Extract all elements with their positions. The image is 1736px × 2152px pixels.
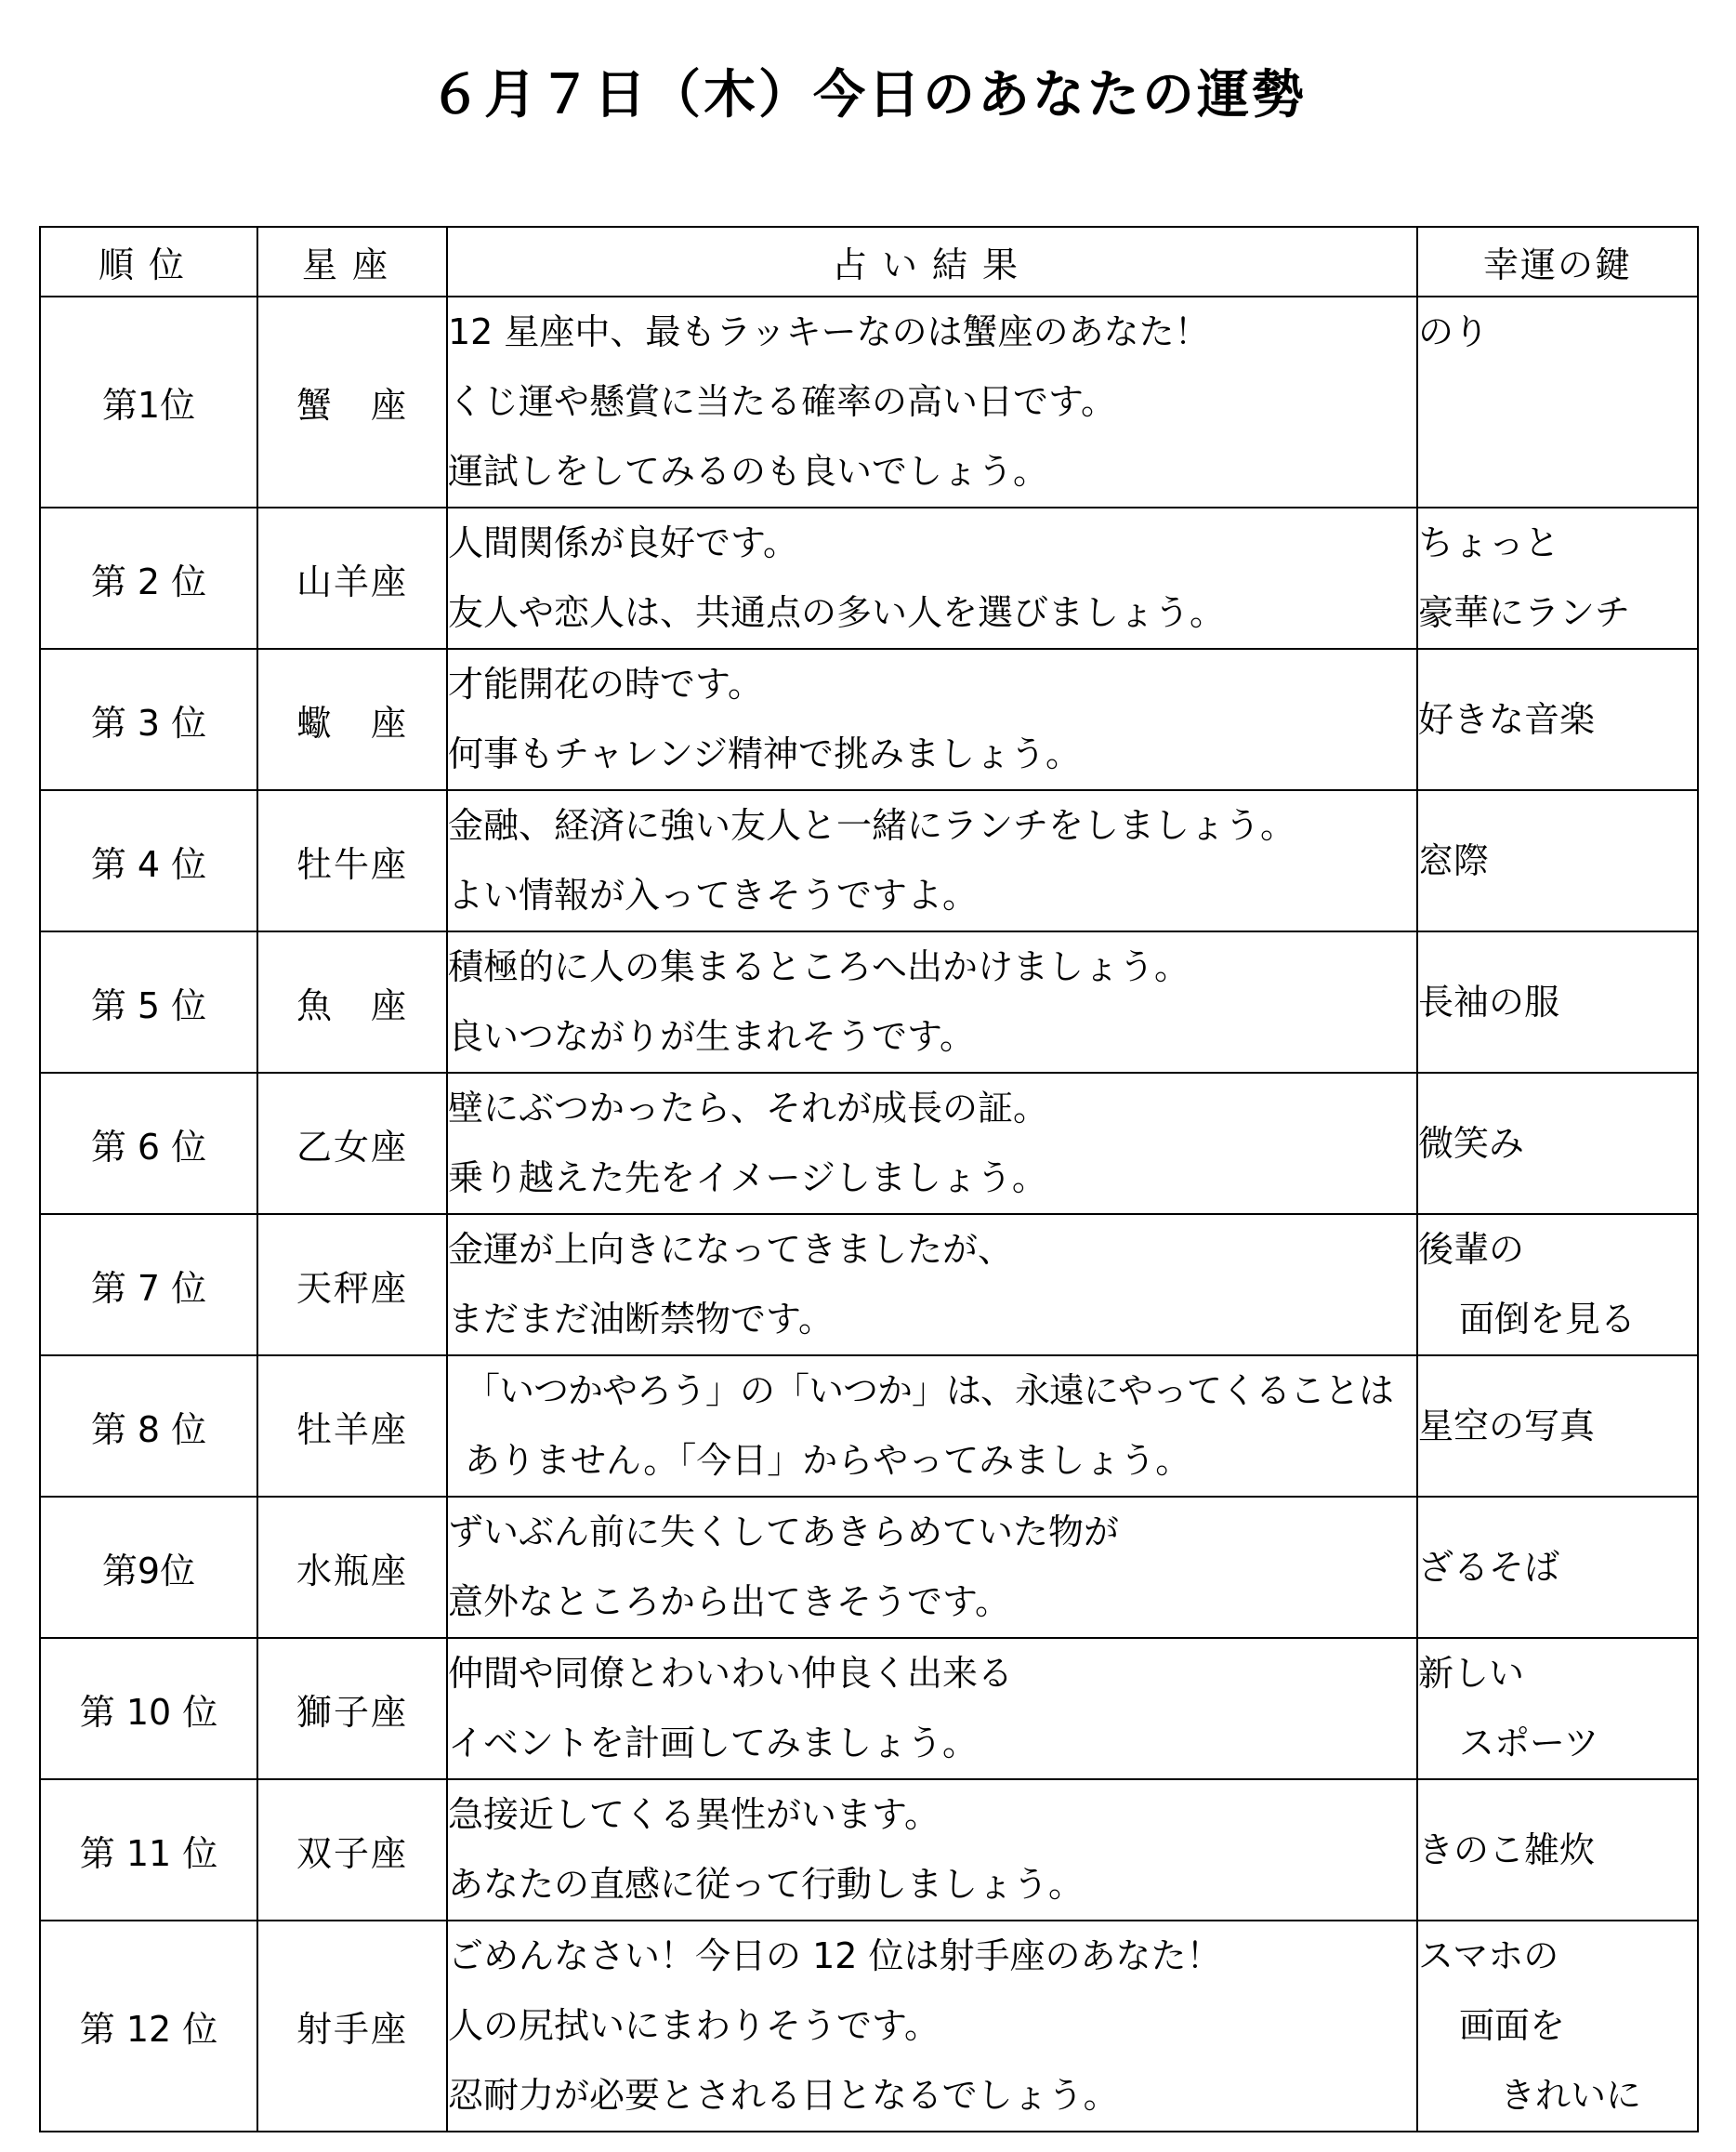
key-line: のり <box>1418 311 1490 352</box>
key-cell <box>1417 1355 1698 1497</box>
table-row <box>40 790 1698 931</box>
key-cell <box>1417 1214 1698 1355</box>
rank-cell: 第 4 位 <box>40 790 257 931</box>
key-line: 長袖の服 <box>1418 981 1560 1023</box>
rank-cell: 第 6 位 <box>40 1073 257 1214</box>
result-line: あなたの直感に従って行動しましょう。 <box>448 1864 1085 1905</box>
rank-cell: 第 11 位 <box>40 1779 257 1921</box>
rank-cell: 第 8 位 <box>40 1355 257 1497</box>
key-line: 画面を <box>1459 2005 1566 2046</box>
sign-cell: 牡羊座 <box>257 1355 447 1497</box>
result-line: 運試しをしてみるのも良いでしょう。 <box>448 451 1049 492</box>
result-line: 金融、経済に強い友人と一緒にランチをしましょう。 <box>448 805 1296 846</box>
result-line: ありません。「今日」からやってみましょう。 <box>465 1440 1191 1481</box>
table-row <box>40 1355 1698 1497</box>
key-cell <box>1417 931 1698 1073</box>
table-row <box>40 1638 1698 1779</box>
rank-cell: 第 12 位 <box>40 1921 257 2132</box>
result-line: 急接近してくる異性がいます。 <box>448 1794 940 1835</box>
table-row <box>40 1214 1698 1355</box>
key-line: きれいに <box>1500 2075 1642 2116</box>
result-line: まだまだ油断禁物です。 <box>448 1299 834 1340</box>
header-result: 占い結果 <box>447 227 1417 297</box>
key-line: 微笑み <box>1418 1122 1525 1164</box>
key-cell <box>1417 1921 1698 2132</box>
result-cell <box>447 1638 1417 1779</box>
key-line: 面倒を見る <box>1459 1299 1637 1340</box>
key-cell <box>1417 1073 1698 1214</box>
result-line: 才能開花の時です。 <box>448 664 763 705</box>
key-line: スマホの <box>1418 1935 1559 1976</box>
rank-cell: 第9位 <box>40 1497 257 1638</box>
rank-cell: 第 10 位 <box>40 1638 257 1779</box>
key-line: スポーツ <box>1459 1723 1599 1763</box>
result-cell <box>447 931 1417 1073</box>
key-line: 窓際 <box>1418 839 1490 881</box>
key-line: 新しい <box>1418 1653 1525 1694</box>
rank-cell: 第1位 <box>40 297 257 508</box>
result-cell <box>447 1355 1417 1497</box>
key-line: ざるそば <box>1418 1546 1560 1588</box>
table-row <box>40 508 1698 649</box>
sign-cell: 天秤座 <box>257 1214 447 1355</box>
key-cell <box>1417 1497 1698 1638</box>
result-line: 「いつかやろう」の「いつか」は、永遠にやってくることは <box>465 1370 1394 1411</box>
rank-cell: 第 3 位 <box>40 649 257 790</box>
result-cell <box>447 508 1417 649</box>
result-line: 壁にぶつかったら、それが成長の証。 <box>448 1088 1049 1129</box>
key-line: 好きな音楽 <box>1418 698 1596 740</box>
sign-cell: 水瓶座 <box>257 1497 447 1638</box>
rank-cell: 第 2 位 <box>40 508 257 649</box>
result-line: 12 星座中、最もラッキーなのは蟹座のあなた！ <box>448 311 1210 352</box>
key-cell <box>1417 1779 1698 1921</box>
result-cell <box>447 297 1417 508</box>
result-line: イベントを計画してみましょう。 <box>448 1723 979 1763</box>
sign-cell: 獅子座 <box>257 1638 447 1779</box>
result-line: 人間関係が良好です。 <box>448 522 798 563</box>
header-key: 幸運の鍵 <box>1417 227 1698 297</box>
table-row <box>40 931 1698 1073</box>
result-cell <box>447 1214 1417 1355</box>
key-line: 豪華にランチ <box>1418 592 1631 633</box>
key-cell <box>1417 790 1698 931</box>
key-cell <box>1417 508 1698 649</box>
page-title: ６月７日（木）今日のあなたの運勢 <box>429 65 1307 125</box>
key-line: 星空の写真 <box>1418 1405 1596 1446</box>
result-line: ごめんなさい！今日の 12 位は射手座のあなた！ <box>448 1935 1222 1976</box>
table-row <box>40 1921 1698 2132</box>
key-line: きのこ雑炊 <box>1418 1829 1596 1870</box>
table-row <box>40 1497 1698 1638</box>
key-line: 後輩の <box>1418 1229 1525 1270</box>
sign-cell: 魚 座 <box>257 931 447 1073</box>
sign-cell: 蟹 座 <box>257 297 447 508</box>
result-line: くじ運や懸賞に当たる確率の高い日です。 <box>448 381 1116 422</box>
header-row <box>40 227 1698 297</box>
table-row <box>40 297 1698 508</box>
header-rank: 順位 <box>40 227 257 297</box>
result-line: 積極的に人の集まるところへ出かけましょう。 <box>448 946 1190 987</box>
table-row <box>40 1779 1698 1921</box>
sign-cell: 山羊座 <box>257 508 447 649</box>
key-cell <box>1417 297 1698 508</box>
fortune-table <box>39 226 1699 2132</box>
result-cell <box>447 1073 1417 1214</box>
result-cell <box>447 790 1417 931</box>
result-line: 何事もチャレンジ精神で挑みましょう。 <box>448 733 1081 774</box>
result-line: 乗り越えた先をイメージしましょう。 <box>448 1157 1047 1198</box>
header-sign: 星座 <box>257 227 447 297</box>
sign-cell: 双子座 <box>257 1779 447 1921</box>
result-line: 仲間や同僚とわいわい仲良く出来る <box>448 1653 1014 1694</box>
table-row <box>40 1073 1698 1214</box>
result-cell <box>447 649 1417 790</box>
result-line: 忍耐力が必要とされる日となるでしょう。 <box>448 2075 1119 2116</box>
result-line: よい情報が入ってきそうですよ。 <box>448 875 979 916</box>
rank-cell: 第 5 位 <box>40 931 257 1073</box>
result-line: 友人や恋人は、共通点の多い人を選びましょう。 <box>448 592 1226 633</box>
sign-cell: 蠍 座 <box>257 649 447 790</box>
result-line: 意外なところから出てきそうです。 <box>448 1581 1010 1622</box>
sign-cell: 牡牛座 <box>257 790 447 931</box>
result-cell <box>447 1921 1417 2132</box>
table-row <box>40 649 1698 790</box>
key-line: ちょっと <box>1418 522 1560 563</box>
key-cell <box>1417 649 1698 790</box>
sign-cell: 射手座 <box>257 1921 447 2132</box>
result-line: 金運が上向きになってきましたが、 <box>448 1229 1014 1270</box>
rank-cell: 第 7 位 <box>40 1214 257 1355</box>
result-cell <box>447 1779 1417 1921</box>
result-line: ずいぶん前に失くしてあきらめていた物が <box>448 1512 1120 1552</box>
result-line: 人の尻拭いにまわりそうです。 <box>448 2005 940 2046</box>
result-line: 良いつながりが生まれそうです。 <box>448 1016 975 1057</box>
key-cell <box>1417 1638 1698 1779</box>
result-cell <box>447 1497 1417 1638</box>
sign-cell: 乙女座 <box>257 1073 447 1214</box>
